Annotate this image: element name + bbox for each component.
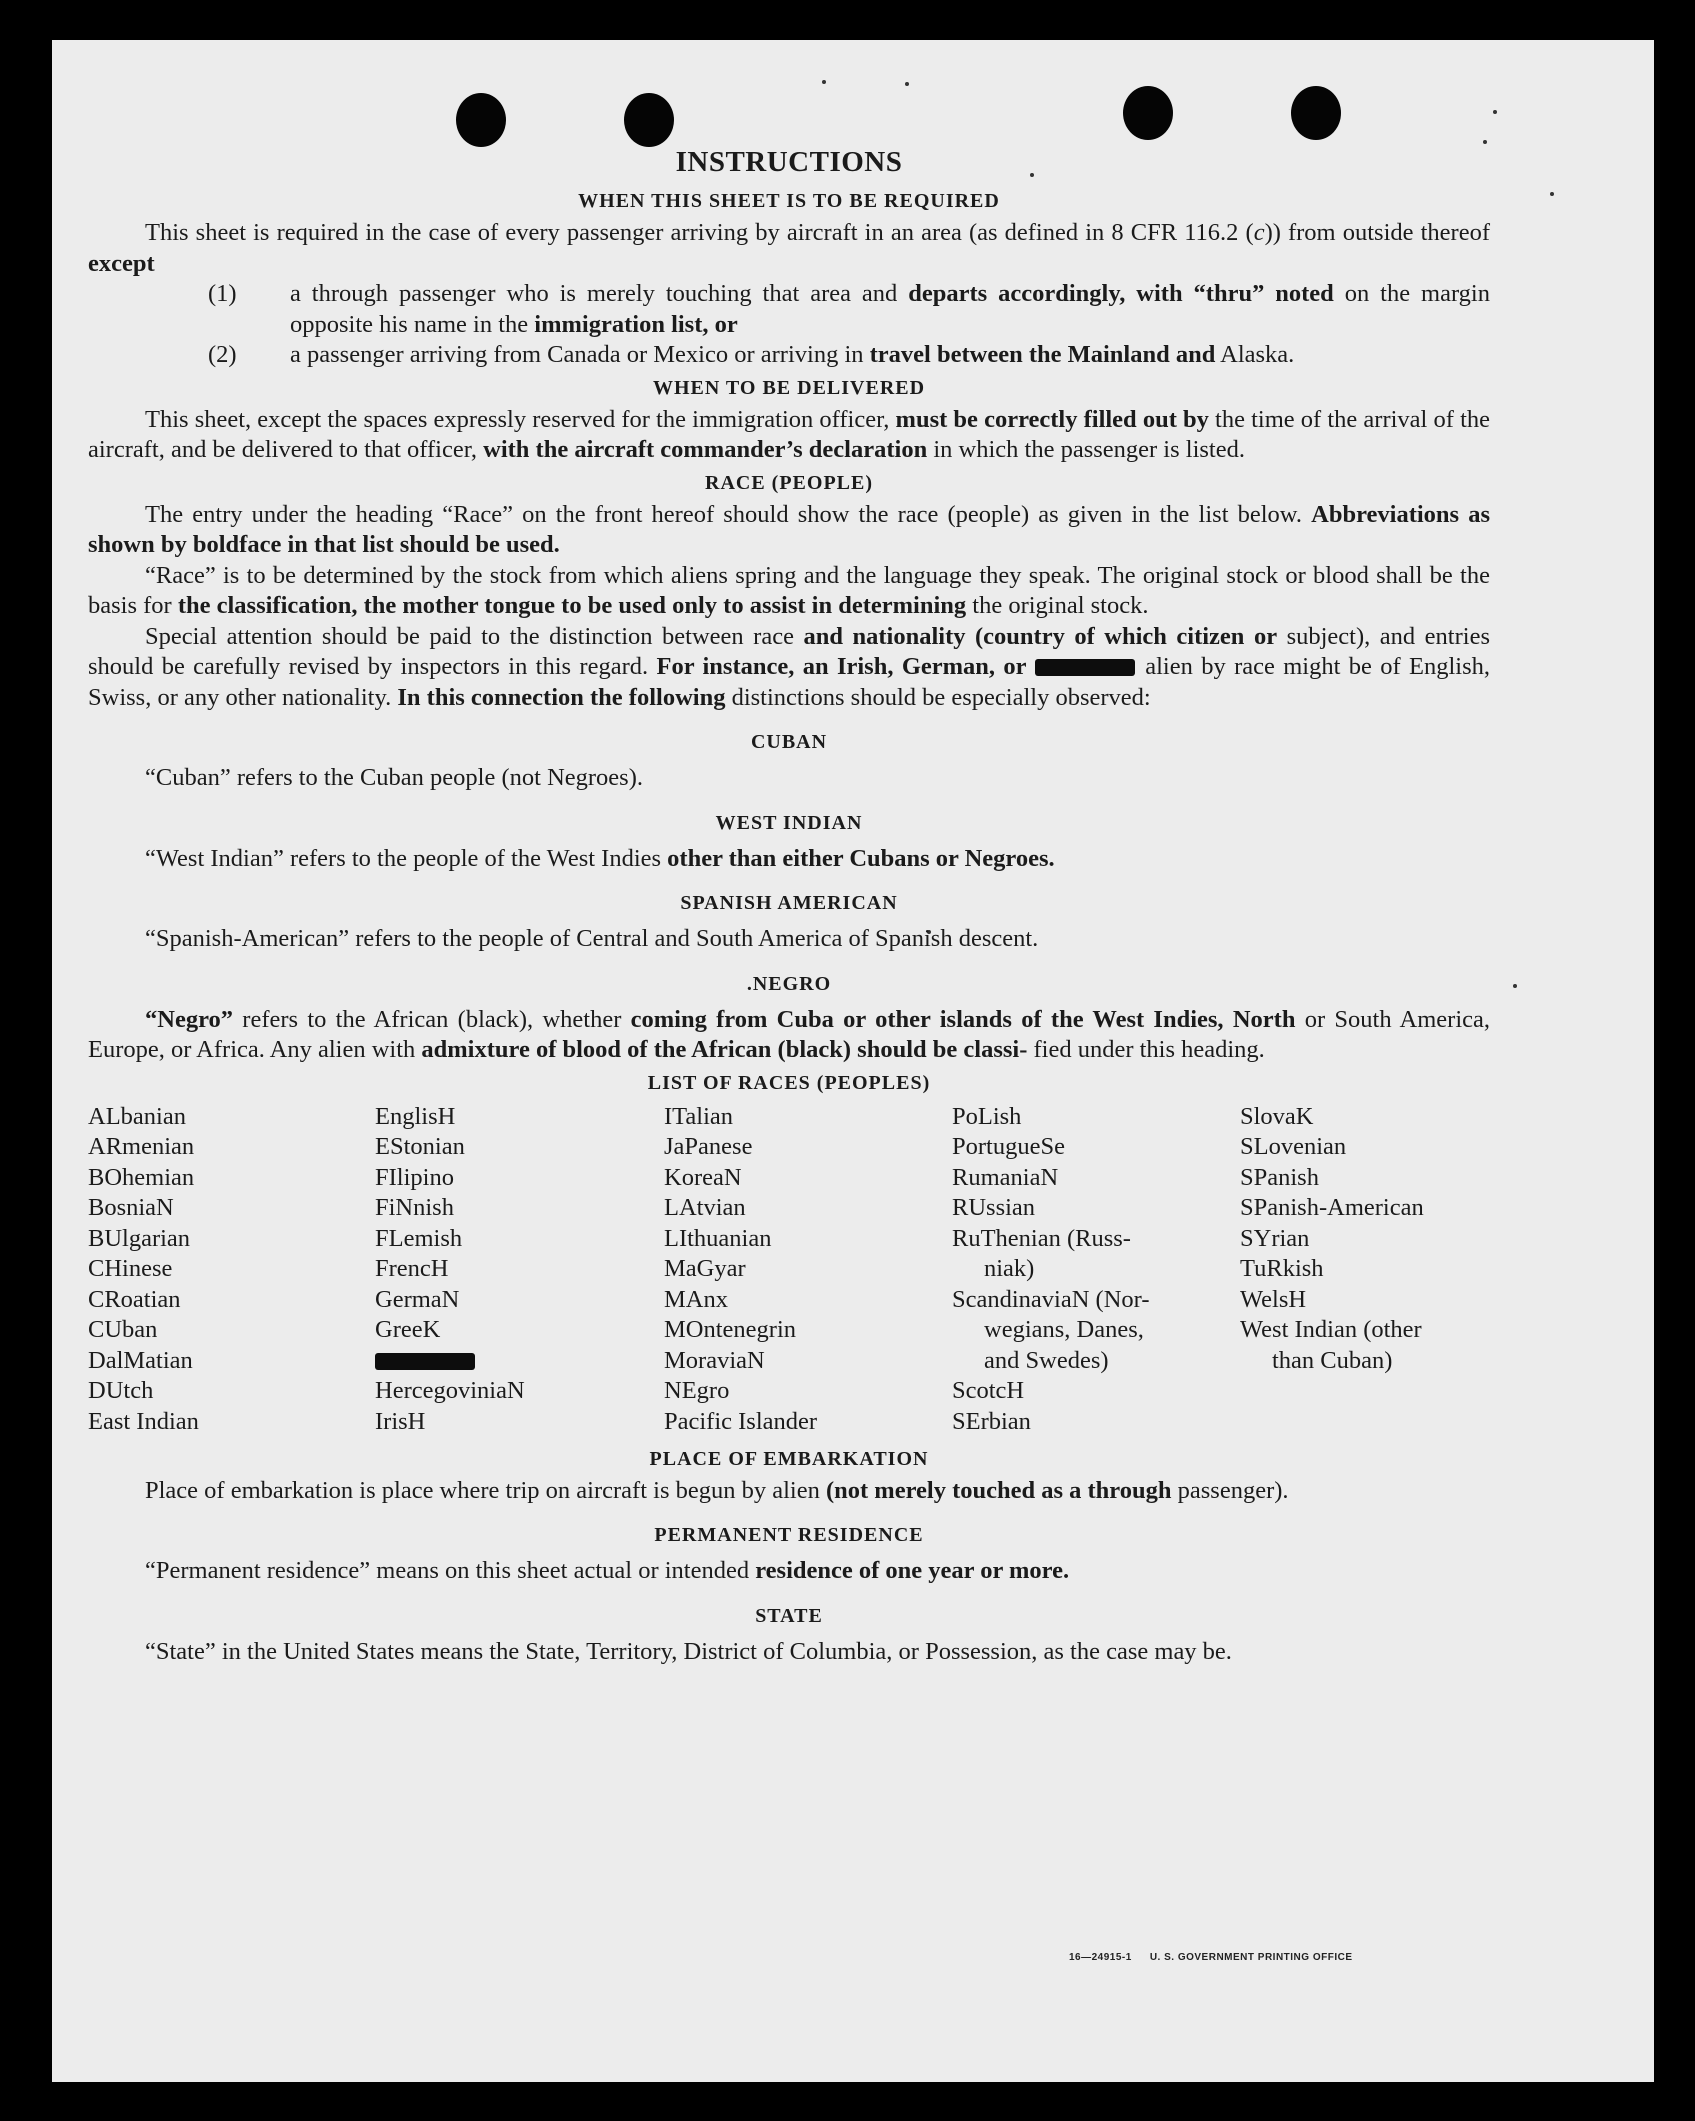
race-item: than Cuban): [1272, 1346, 1393, 1374]
text: Abbreviations as shown by boldface in that list should be used.: [88, 500, 1490, 558]
text: immigration list, or: [534, 310, 738, 338]
paragraph-race-2: [88, 561, 1490, 622]
heading-negro: .NEGRO: [746, 972, 832, 995]
text: admixture of blood of the African (black) should be classi-: [421, 1036, 1028, 1063]
heading-cuban: CUBAN: [750, 731, 828, 753]
race-item: FIlipino: [375, 1163, 454, 1191]
race-item: SlovaK: [1240, 1102, 1314, 1130]
text: )) from outside thereof: [1264, 219, 1490, 246]
race-item: ScotcH: [952, 1377, 1025, 1404]
text: the time of the arrival of the aircraft, and be delivered to that officer,: [88, 405, 1490, 463]
heading-embarkation: PLACE OF EMBARKATION: [649, 1447, 929, 1470]
text: Place of embarkation is place where trip on aircraft is begun by alien: [145, 1476, 826, 1504]
text: “Negro”: [145, 1005, 243, 1033]
text: distinctions should be especially observed:: [725, 683, 1151, 711]
race-item: SYrian: [1240, 1224, 1310, 1252]
paragraph-race-3: [88, 622, 1490, 714]
race-item: ALbanian: [88, 1102, 186, 1130]
redaction-mark: [1035, 659, 1135, 676]
race-item: MOntenegrin: [664, 1316, 796, 1343]
race-item: FLemish: [375, 1224, 463, 1252]
race-item: DalMatian: [88, 1346, 193, 1374]
clause-2: [88, 340, 1490, 371]
text: (not merely touched as a through: [825, 1476, 1172, 1504]
text: a passenger arriving from Canada or Mexico or arriving in: [290, 341, 870, 368]
paragraph-spanish-american: “Spanish-American” refers to the people of Central and South America of Spanish descent.: [145, 925, 1039, 952]
paragraph-when-delivered: [88, 405, 1490, 466]
race-item: CRoatian: [88, 1285, 181, 1313]
heading-residence: PERMANENT RESIDENCE: [654, 1524, 924, 1546]
text: on the margin opposite his name in the: [290, 280, 1490, 338]
race-column-5: [1240, 1102, 1424, 1377]
text: Alaska.: [1215, 341, 1295, 368]
race-item: EStonian: [375, 1133, 465, 1160]
text: fied under this heading.: [1027, 1036, 1265, 1063]
paragraph-cuban: “Cuban” refers to the Cuban people (not Negroes).: [145, 764, 643, 791]
race-item: RuThenian (Russ-: [952, 1224, 1131, 1252]
text: a through passenger who is merely touching that area and: [290, 280, 909, 307]
race-item: WelsH: [1240, 1285, 1307, 1313]
race-item: CUban: [88, 1316, 158, 1343]
race-item: niak): [984, 1255, 1035, 1282]
text: In this connection the following: [397, 683, 726, 711]
race-item: ARmenian: [88, 1133, 195, 1160]
text: alien by race might be of English, Swiss, or any other nationality.: [88, 653, 1490, 711]
race-item: GermaN: [375, 1285, 460, 1313]
race-item: GreeK: [375, 1316, 441, 1343]
speck: [1493, 110, 1497, 114]
text: This sheet is required in the case of every passenger arriving by aircraft in an area (as defined in 8 CFR 116.2 (: [145, 219, 1254, 246]
race-item: SLovenian: [1240, 1133, 1347, 1160]
text: coming from Cuba or other islands of the West Indies, North: [630, 1005, 1296, 1033]
text: travel between the Mainland and: [869, 341, 1216, 368]
race-item: EnglisH: [375, 1102, 456, 1130]
heading-state: STATE: [755, 1604, 823, 1627]
race-item: and Swedes): [984, 1346, 1109, 1374]
heading-west-indian: WEST INDIAN: [715, 811, 863, 834]
race-item: SErbian: [952, 1407, 1031, 1435]
heading-when-delivered: WHEN TO BE DELIVERED: [652, 376, 926, 399]
page-title: INSTRUCTIONS: [675, 146, 903, 178]
race-item: Pacific Islander: [664, 1407, 818, 1435]
text: the classification, the mother tongue to be used only to assist in determining: [177, 592, 967, 619]
text: “Race” is to be determined by the stock from which aliens spring and the language they speak. The original stock or blood shall be the basis for: [88, 561, 1490, 619]
binder-hole: [456, 93, 506, 147]
binder-hole: [624, 93, 674, 147]
text: and nationality (country of which citizen or: [803, 622, 1278, 650]
text: the original stock.: [966, 592, 1149, 619]
race-item: FiNnish: [375, 1194, 454, 1221]
text: “West Indian” refers to the people of the West Indies: [145, 844, 668, 872]
race-item: MaGyar: [664, 1255, 746, 1282]
race-item: RumaniaN: [952, 1163, 1059, 1191]
binder-hole: [1123, 86, 1173, 140]
text: or South America, Europe, or Africa. Any alien with: [88, 1005, 1491, 1063]
race-item: JaPanese: [664, 1133, 753, 1160]
speck: [1513, 984, 1517, 988]
paragraph-embarkation: [88, 1476, 1490, 1507]
text: except: [88, 249, 155, 277]
race-item: BosniaN: [88, 1194, 174, 1221]
printer-imprint: [1069, 1952, 1353, 1963]
race-item: NEgro: [664, 1377, 730, 1404]
paragraph-race-1: [88, 500, 1490, 561]
race-item: ITalian: [664, 1102, 734, 1130]
binder-hole: [1291, 86, 1341, 140]
race-item: East Indian: [88, 1407, 199, 1435]
text: must be correctly filled out by: [895, 405, 1209, 433]
text: with the aircraft commander’s declaration: [483, 436, 928, 463]
paragraph-negro: [88, 1005, 1490, 1066]
race-item: MoraviaN: [664, 1346, 765, 1374]
text: passenger).: [1171, 1476, 1289, 1504]
paragraph-when-required: [88, 218, 1490, 279]
race-column-2: [375, 1102, 525, 1438]
race-item: LIthuanian: [664, 1224, 772, 1252]
race-item: FrencH: [375, 1255, 449, 1282]
clause-number: (1): [208, 280, 237, 307]
text: Special attention should be paid to the distinction between race: [145, 622, 804, 650]
race-item: KoreaN: [664, 1163, 742, 1191]
text: refers to the African (black), whether: [242, 1005, 631, 1033]
race-item: PoLish: [952, 1102, 1022, 1130]
text: other than either Cubans or Negroes.: [667, 844, 1055, 872]
text: “Permanent residence” means on this sheet actual or intended: [145, 1557, 756, 1584]
race-item: SPanish-American: [1240, 1194, 1424, 1221]
text: The entry under the heading “Race” on the front hereof should show the race (people) as given in the list below.: [145, 500, 1312, 528]
race-column-4: [952, 1102, 1149, 1438]
heading-spanish-american: SPANISH AMERICAN: [680, 892, 898, 914]
race-item: LAtvian: [664, 1194, 746, 1221]
race-item: DUtch: [88, 1377, 154, 1404]
race-item: CHinese: [88, 1255, 173, 1282]
race-item: TuRkish: [1240, 1255, 1324, 1282]
race-item: SPanish: [1240, 1163, 1319, 1191]
speck: [822, 80, 826, 84]
form-number: 16—24915-1: [1069, 1952, 1132, 1963]
paragraph-state: “State” in the United States means the State, Territory, District of Columbia, or Possession, as the case may be.: [145, 1637, 1232, 1665]
redaction-mark: [375, 1353, 475, 1370]
paragraph-residence: [88, 1556, 1490, 1587]
text: in which the passenger is listed.: [927, 436, 1245, 463]
clause-1: [88, 279, 1490, 340]
heading-race: RACE (PEOPLE): [705, 471, 873, 494]
race-column-1: [88, 1102, 199, 1438]
instructions-body: [88, 140, 1490, 1667]
race-item: West Indian (other: [1240, 1316, 1422, 1343]
clause-number: (2): [208, 341, 237, 368]
race-item: BOhemian: [88, 1163, 195, 1191]
printer-name: U. S. GOVERNMENT PRINTING OFFICE: [1149, 1952, 1353, 1963]
race-item: ScandinaviaN (Nor-: [952, 1285, 1150, 1313]
text: This sheet, except the spaces expressly reserved for the immigration officer,: [145, 405, 896, 433]
heading-when-required: WHEN THIS SHEET IS TO BE REQUIRED: [578, 190, 1000, 212]
text: subject), and entries should be carefully revised by inspectors in this regard.: [88, 622, 1490, 680]
heading-list-of-races: LIST OF RACES (PEOPLES): [647, 1071, 931, 1094]
race-item: IrisH: [375, 1407, 426, 1435]
race-item: PortugueSe: [952, 1133, 1065, 1160]
paragraph-west-indian: [88, 844, 1490, 875]
text: For instance, an Irish, German, or: [656, 653, 1027, 680]
race-item: RUssian: [952, 1194, 1036, 1221]
speck: [1550, 192, 1554, 196]
text: c: [1253, 219, 1265, 246]
race-item: BUlgarian: [88, 1224, 191, 1252]
race-item: wegians, Danes,: [984, 1316, 1144, 1343]
text: residence of one year or more.: [755, 1557, 1070, 1584]
race-item: HercegoviniaN: [375, 1377, 525, 1404]
speck: [905, 82, 909, 86]
race-item: MAnx: [664, 1285, 728, 1313]
race-list: [88, 1102, 1490, 1442]
text: departs accordingly, with “thru” noted: [908, 280, 1334, 307]
race-column-3: [664, 1102, 817, 1438]
race-item-redacted: [375, 1346, 525, 1377]
